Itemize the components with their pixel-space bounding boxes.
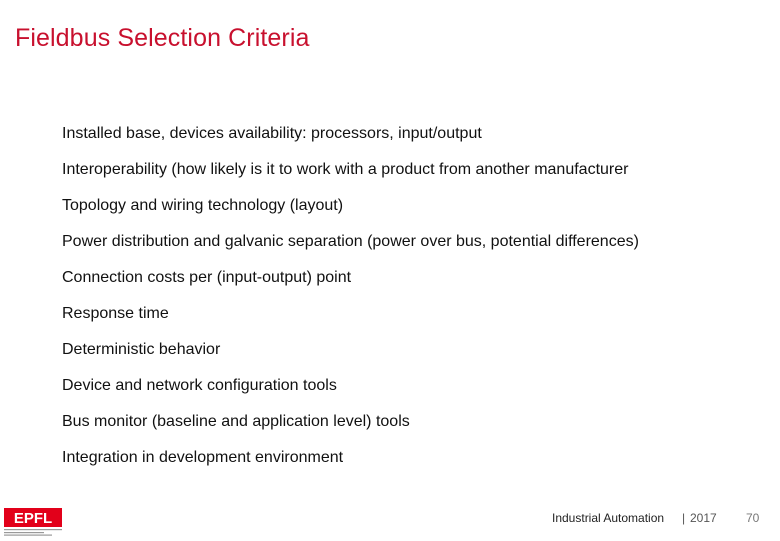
bullet-list <box>62 124 639 484</box>
footer-year: 2017 <box>690 511 717 525</box>
bullet-item: Topology and wiring technology (layout) <box>62 197 344 214</box>
bullet-item: Bus monitor (baseline and application level) tools <box>62 413 410 430</box>
bullet-item: Integration in development environment <box>62 449 344 466</box>
bullet-item: Response time <box>62 305 169 322</box>
bullet-item: Installed base, devices availability: processors, input/output <box>62 125 482 142</box>
slide-title: Fieldbus Selection Criteria <box>15 24 310 52</box>
bullet-item: Power distribution and galvanic separation (power over bus, potential differences) <box>62 233 639 250</box>
logo-text: EPFL <box>13 510 53 527</box>
bullet-item: Device and network configuration tools <box>62 377 337 394</box>
page-number: 70 <box>746 511 760 525</box>
bullet-item: Connection costs per (input-output) point <box>62 269 352 286</box>
bullet-item: Interoperability (how likely is it to work with a product from another manufacturer <box>62 161 629 178</box>
footer-course: Industrial Automation <box>552 511 665 525</box>
bullet-item: Deterministic behavior <box>62 341 221 358</box>
footer-separator: | <box>682 511 686 525</box>
epfl-logo <box>4 508 62 536</box>
